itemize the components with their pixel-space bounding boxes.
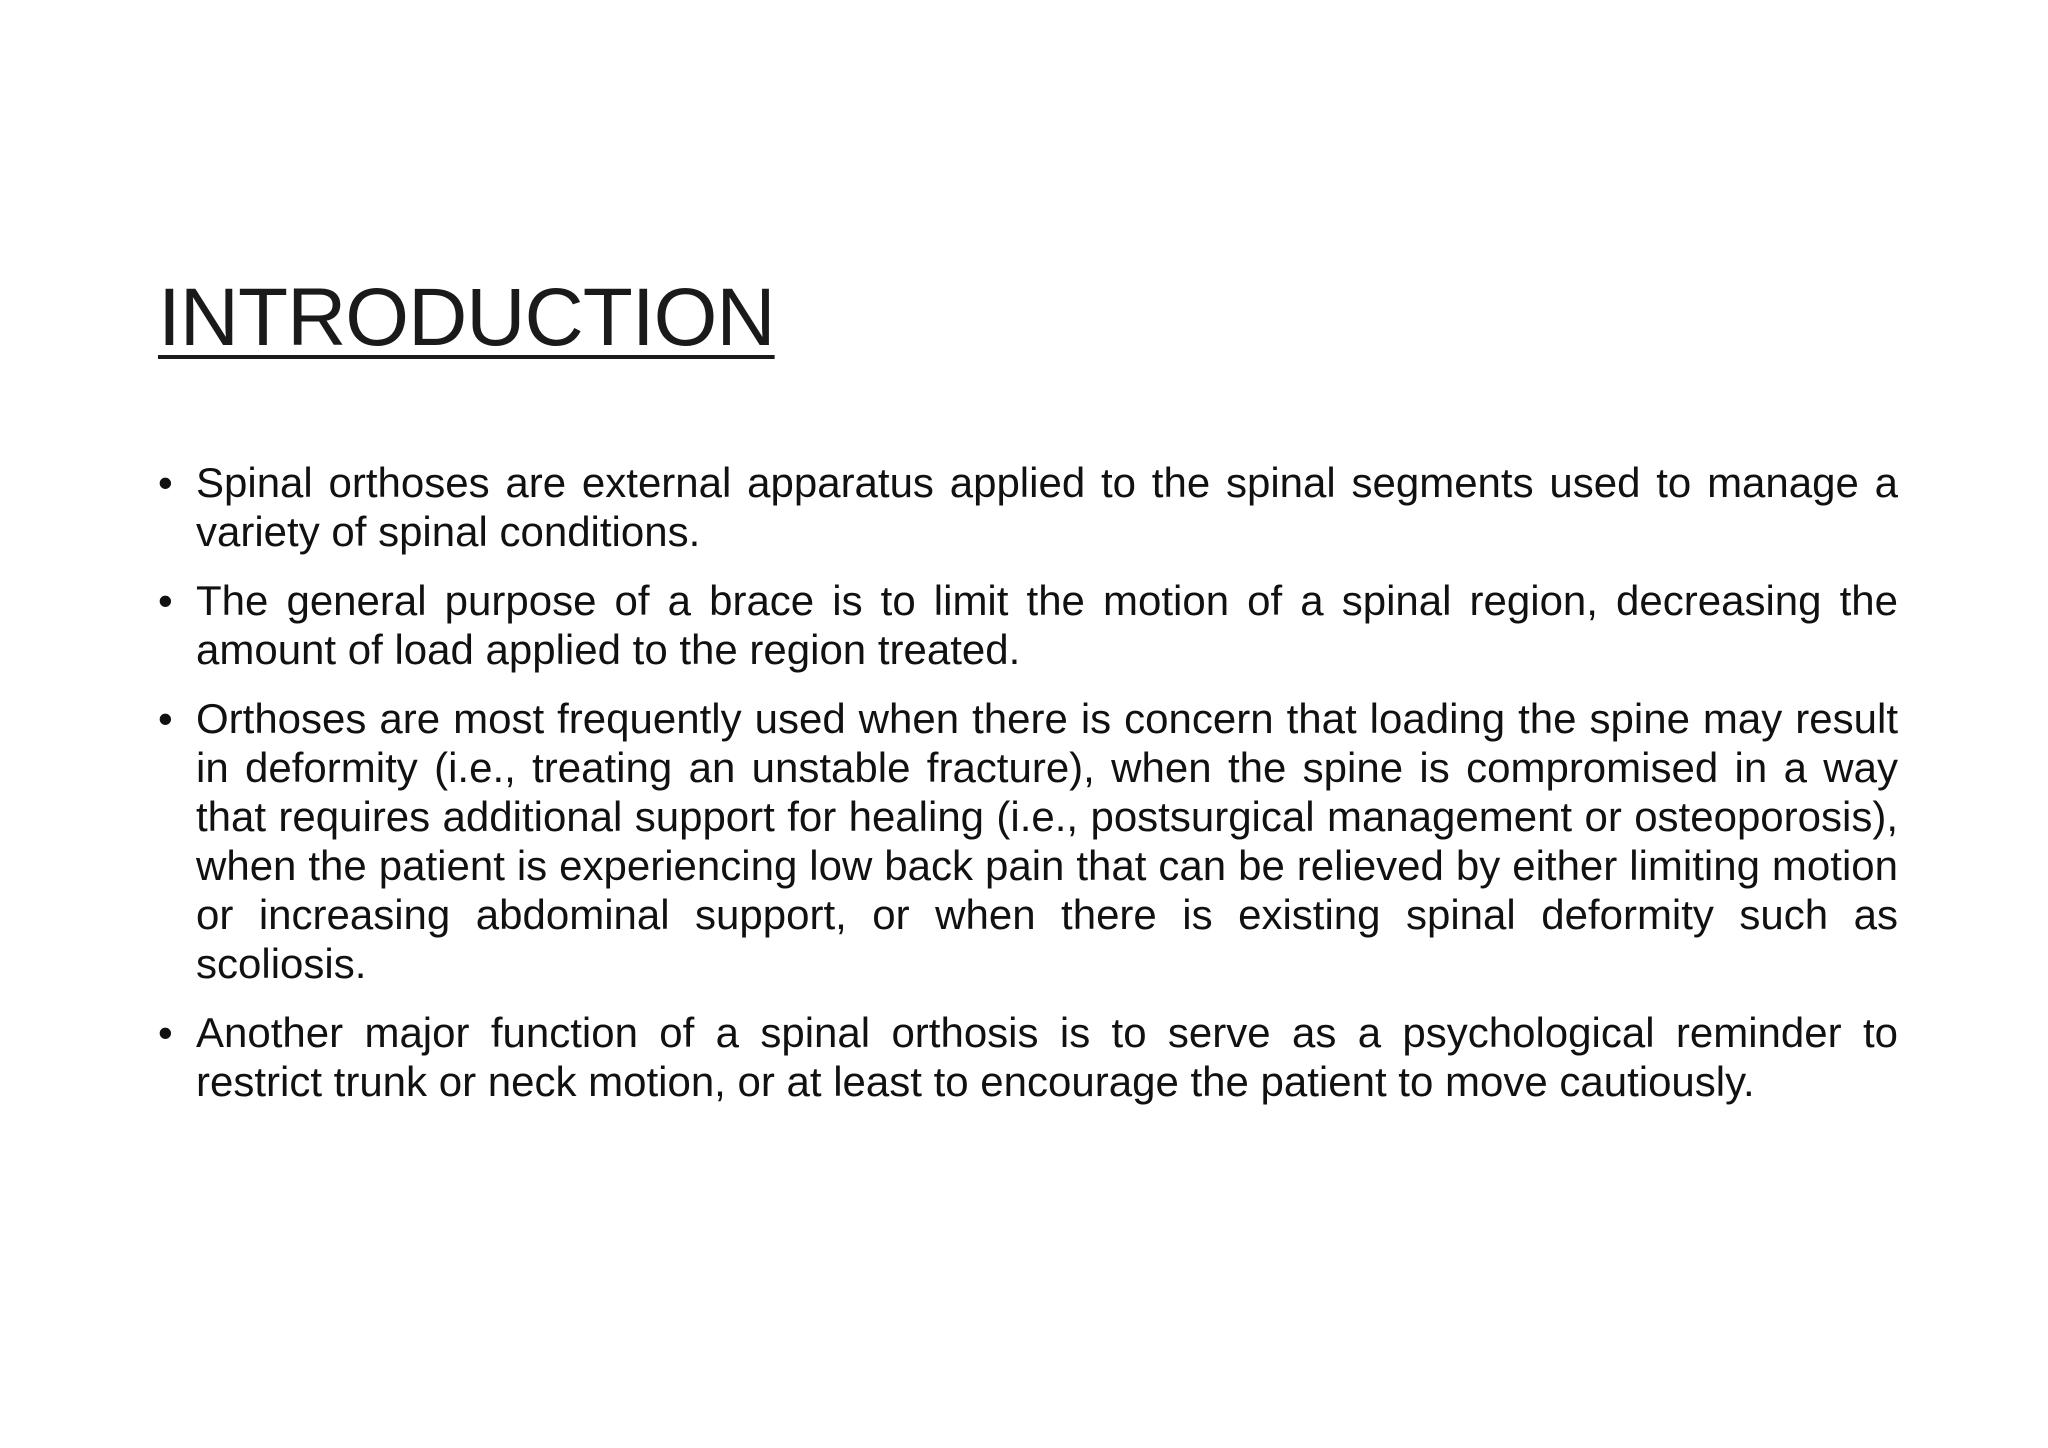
bullet-text: Orthoses are most frequently used when there is concern that loading the spine may result in deformity (i.e., treating an unstable fracture), when the spine is compromised in a way that requires additional support for healing (i.e., postsurgical management or osteoporosis), when the patient is experiencing low back pain that can be relieved by either limiting motion or increasing abdominal support, or when there is existing spinal deformity such as scoliosis. (196, 695, 1898, 987)
bullet-item (158, 694, 1898, 988)
bullet-icon: • (158, 1009, 173, 1056)
bullet-text: The general purpose of a brace is to limit the motion of a spinal region, decreasing the amount of load applied to the region treated. (196, 577, 1898, 673)
bullet-item (158, 576, 1898, 674)
bullet-icon: • (158, 695, 173, 742)
bullet-text: Another major function of a spinal orthosis is to serve as a psychological reminder to restrict trunk or neck motion, or at least to encourage the patient to move cautiously. (196, 1009, 1898, 1105)
slide-title: INTRODUCTION (158, 272, 775, 363)
bullet-text: Spinal orthoses are external apparatus applied to the spinal segments used to manage a variety of spinal conditions. (196, 459, 1898, 555)
bullet-icon: • (158, 577, 173, 624)
bullet-item (158, 458, 1898, 556)
bullet-list (158, 458, 1898, 1126)
bullet-icon: • (158, 459, 173, 506)
bullet-item (158, 1008, 1898, 1106)
